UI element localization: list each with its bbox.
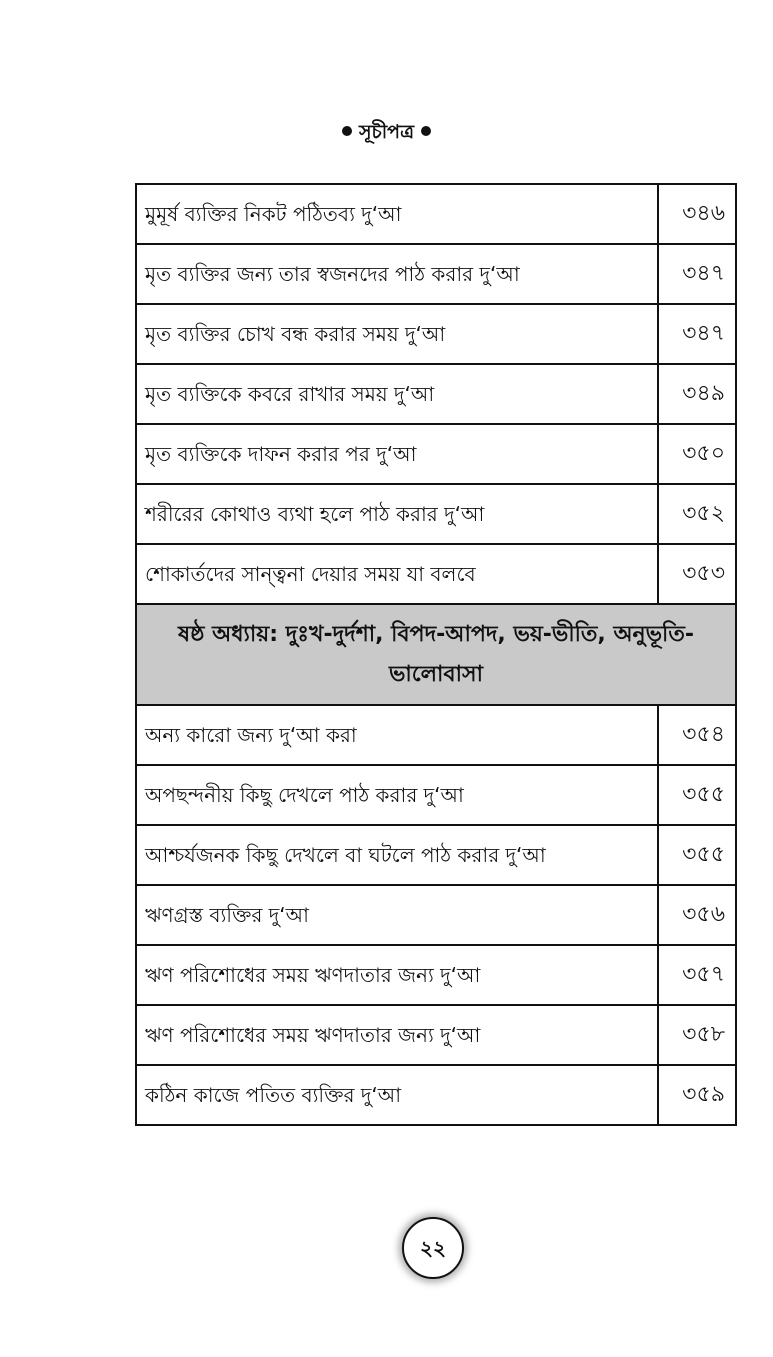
toc-entry-title: অপছন্দনীয় কিছু দেখলে পাঠ করার দু‘আ [136,765,658,825]
toc-entry-page: ৩৫৮ [658,1005,736,1065]
table-row [136,765,736,825]
table-row [136,945,736,1005]
toc-entry-title: ঋণ পরিশোধের সময় ঋণদাতার জন্য দু‘আ [136,1005,658,1065]
table-row [136,244,736,304]
toc-entry-page: ৩৪৭ [658,244,736,304]
toc-entry-title: মৃত ব্যক্তির জন্য তার স্বজনদের পাঠ করার দু‘আ [136,244,658,304]
bullet-dot-icon [342,126,352,136]
toc-entry-title: কঠিন কাজে পতিত ব্যক্তির দু‘আ [136,1065,658,1125]
toc-entry-page: ৩৫৬ [658,885,736,945]
chapter-heading-line2: ভালোবাসা [389,661,483,687]
toc-entry-title: মুমূর্ষ ব্যক্তির নিকট পঠিতব্য দু‘আ [136,184,658,244]
toc-entry-page: ৩৪৯ [658,364,736,424]
chapter-heading [136,604,736,705]
toc-entry-page: ৩৫৪ [658,705,736,765]
toc-entry-title: শোকার্তদের সান্ত্বনা দেয়ার সময় যা বলবে [136,544,658,604]
bullet-dot-icon [421,126,431,136]
table-row [136,424,736,484]
toc-entry-title: শরীরের কোথাও ব্যথা হলে পাঠ করার দু‘আ [136,484,658,544]
toc-entry-page: ৩৫৭ [658,945,736,1005]
header-title: সূচীপত্র [358,121,415,143]
table-row [136,705,736,765]
toc-entry-page: ৩৫৩ [658,544,736,604]
chapter-heading-line1: ষষ্ঠ অধ্যায়: দুঃখ-দুর্দশা, বিপদ-আপদ, ভয়-ভীতি, অনুভূতি- [178,621,694,647]
toc-entry-page: ৩৪৬ [658,184,736,244]
toc-entry-title: মৃত ব্যক্তিকে দাফন করার পর দু‘আ [136,424,658,484]
table-row [136,364,736,424]
table-row [136,885,736,945]
toc-entry-page: ৩৪৭ [658,304,736,364]
table-row [136,1005,736,1065]
toc-entry-title: অন্য কারো জন্য দু‘আ করা [136,705,658,765]
toc-entry-title: মৃত ব্যক্তিকে কবরে রাখার সময় দু‘আ [136,364,658,424]
page-number: ২২ [419,1236,446,1260]
toc-entry-title: মৃত ব্যক্তির চোখ বন্ধ করার সময় দু‘আ [136,304,658,364]
table-row [136,1065,736,1125]
table-row [136,825,736,885]
toc-entry-page: ৩৫২ [658,484,736,544]
toc-entry-title: আশ্চর্যজনক কিছু দেখলে বা ঘটলে পাঠ করার দু‘আ [136,825,658,885]
toc-entry-page: ৩৫৯ [658,1065,736,1125]
table-row [136,544,736,604]
toc-entry-title: ঋণ পরিশোধের সময় ঋণদাতার জন্য দু‘আ [136,945,658,1005]
chapter-heading-row [136,604,736,705]
toc-entry-page: ৩৫০ [658,424,736,484]
table-of-contents [135,183,737,1126]
toc-entry-page: ৩৫৫ [658,825,736,885]
page-header [0,118,773,146]
table-row [136,304,736,364]
table-row [136,484,736,544]
page-number-badge [402,1217,464,1279]
table-row [136,184,736,244]
toc-entry-title: ঋণগ্রস্ত ব্যক্তির দু‘আ [136,885,658,945]
toc-entry-page: ৩৫৫ [658,765,736,825]
